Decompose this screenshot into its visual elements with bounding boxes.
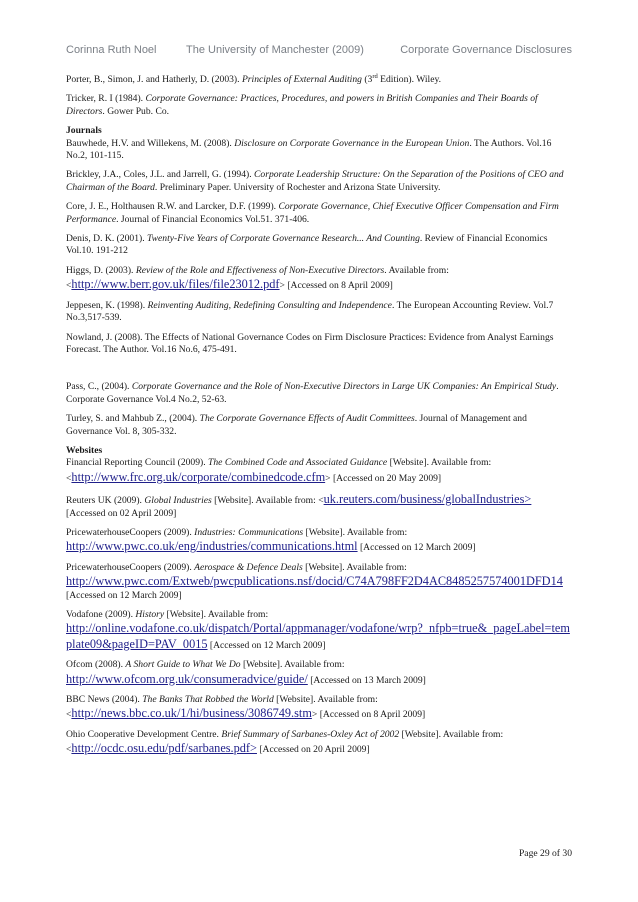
reference-link[interactable]: http://news.bbc.co.uk/1/hi/business/3086749.stm [71,706,312,721]
reference-entry: Financial Reporting Council (2009). The Combined Code and Associated Guidance [Website]. Available from: <http://www.frc.org.uk/corporate/combinedcode.cfm> [Accessed on 20 May 2009] [66,457,492,484]
reference-entry: Higgs, D. (2003). Review of the Role and Effectiveness of Non-Executive Directors. Available from: <http://www.berr.gov.uk/files/file23012.pdf> [Accessed on 8 April 2009] [66,264,449,292]
reference-entry: PricewaterhouseCoopers (2009). Aerospace & Defence Deals [Website]. Available from: http://www.pwc.com/Extweb/pwcpublications.nsf/docid/C74A798FF2D4AC8485257574001DFD14 [Accessed on 12 March 2009] [66,561,563,601]
page-number: Page 29 of 30 [518,848,572,859]
reference-entry: Bauwhede, H.V. and Willekens, M. (2008). Disclosure on Corporate Governance in the European Union. The Authors. Vol.16 No.2, 101-115. [66,137,552,162]
reference-entry: Reuters UK (2009). Global Industries [Website]. Available from: <uk.reuters.com/business/globalIndustries> [Accessed on 02 April 2009] [66,492,532,519]
reference-link[interactable]: uk.reuters.com/business/globalIndustries> [323,492,532,507]
reference-link[interactable]: http://ocdc.osu.edu/pdf/sarbanes.pdf> [71,741,257,756]
page-header [66,44,572,60]
reference-entry: Jeppesen, K. (1998). Reinventing Auditing, Redefining Consulting and Independence. The European Accounting Review. Vol.7 No.3,517-539. [66,299,554,324]
reference-link[interactable]: http://www.pwc.com/Extweb/pwcpublications.nsf/docid/C74A798FF2D4AC8485257574001DFD14 [66,574,563,589]
reference-entry: Tricker, R. I (1984). Corporate Governance: Practices, Procedures, and powers in British Companies and Their Boards of Directors. Gower Pub. Co. [66,93,538,117]
reference-entry: Vodafone (2009). History [Website]. Available from: http://online.vodafone.co.uk/dispatch/Portal/appmanager/vodafone/wrp?_nfpb=true&_pageLabel=template09&pageID=PAV_0015 [Accessed on 12 March 2009] [66,609,570,651]
references-body [66,74,571,764]
reference-entry: BBC News (2004). The Banks That Robbed the World [Website]. Available from: <http://news.bbc.co.uk/1/hi/business/3086749.stm> [Accessed on 8 April 2009] [66,694,426,721]
reference-entry: Pass, C., (2004). Corporate Governance and the Role of Non-Executive Directors in Large UK Companies: An Empirical Study. Corporate Governance Vol.4 No.2, 52-63. [66,381,559,405]
reference-entry: Turley, S. and Mahbub Z., (2004). The Corporate Governance Effects of Audit Committees. Journal of Management and Governance Vol. 8, 305-332. [66,413,527,437]
reference-link[interactable]: http://online.vodafone.co.uk/dispatch/Portal/appmanager/vodafone/wrp?_nfpb=true&_pageLabel=template09&pageID=PAV_0015 [66,621,570,651]
header-university: The University of Manchester (2009) [186,44,364,56]
reference-link[interactable]: http://www.pwc.co.uk/eng/industries/communications.html [66,539,358,554]
websites-heading: Websites [66,444,103,456]
header-author: Corinna Ruth Noel [66,44,157,56]
reference-entry: Core, J. E., Holthausen R.W. and Larcker, D.F. (1999). Corporate Governance, Chief Executive Officer Compensation and Firm Performance. Journal of Financial Economics Vol.51. 371-406. [66,201,559,225]
reference-link[interactable]: http://www.berr.gov.uk/files/file23012.pdf [71,277,280,292]
reference-entry: Ofcom (2008). A Short Guide to What We Do [Website]. Available from: http://www.ofcom.org.uk/consumeradvice/guide/ [Accessed on 13 March 2009] [66,659,426,686]
reference-entry: Porter, B., Simon, J. and Hatherly, D. (2003). Principles of External Auditing (3rd Edition). Wiley. [66,72,442,85]
reference-entry: PricewaterhouseCoopers (2009). Industries: Communications [Website]. Available from: http://www.pwc.co.uk/eng/industries/communications.html [Accessed on 12 March 2009] [66,526,476,554]
reference-link[interactable]: http://www.ofcom.org.uk/consumeradvice/guide/ [66,671,308,686]
reference-entry: Brickley, J.A., Coles, J.L. and Jarrell, G. (1994). Corporate Leadership Structure: On the Separation of the Positions of CEO and Chairman of the Board. Preliminary Paper. University of Rochester and Arizona State University. [66,169,564,193]
journals-heading: Journals [66,125,102,137]
header-title: Corporate Governance Disclosures [400,44,572,56]
reference-entry: Denis, D. K. (2001). Twenty-Five Years of Corporate Governance Research... And Counting. Review of Financial Economics Vol.10. 191-212 [66,233,548,257]
reference-link[interactable]: http://www.frc.org.uk/corporate/combinedcode.cfm [71,469,326,484]
reference-entry: Ohio Cooperative Development Centre. Brief Summary of Sarbanes-Oxley Act of 2002 [Website]. Available from: <http://ocdc.osu.edu/pdf/sarbanes.pdf> [Accessed on 20 April 2009] [66,728,504,756]
reference-entry: Nowland, J. (2008). The Effects of National Governance Codes on Firm Disclosure Practices: Evidence from Analyst Earnings Forecast. The Author. Vol.16 No.6, 475-491. [66,331,554,355]
spacer [66,363,571,381]
